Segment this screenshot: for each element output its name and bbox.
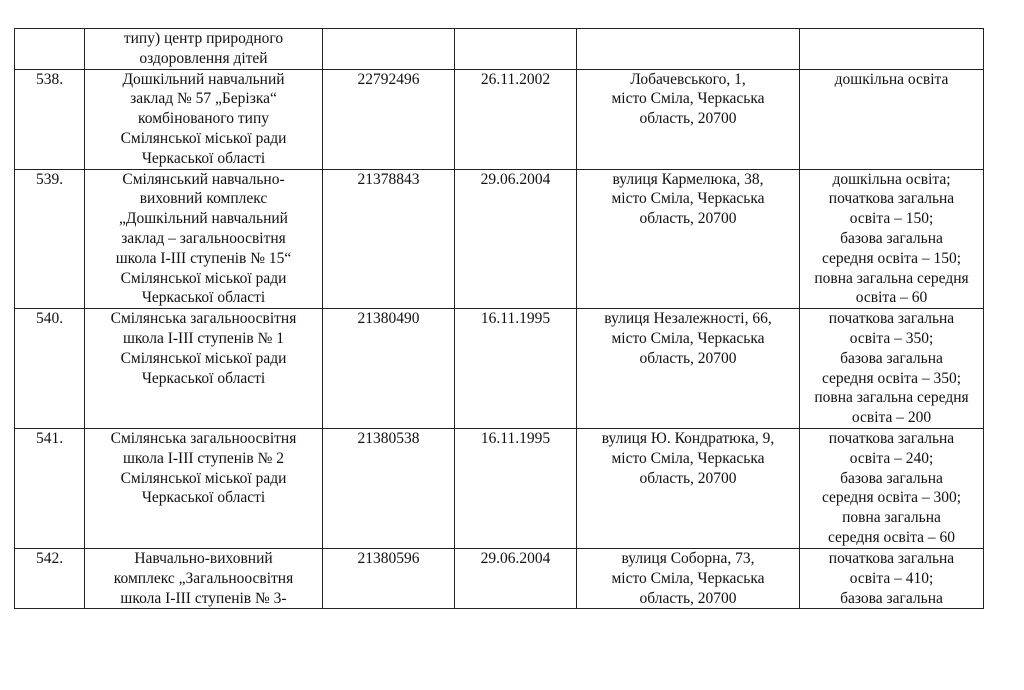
cell-code: 21380596 <box>323 548 455 608</box>
cell-activity: початкова загальна освіта – 240; базова загальна середня освіта – 300; повна загальна середня освіта – 60 <box>800 428 984 548</box>
cell-code: 21378843 <box>323 169 455 309</box>
cell-activity <box>800 29 984 70</box>
cell-address: вулиця Соборна, 73, місто Сміла, Черкаська область, 20700 <box>577 548 800 608</box>
cell-date <box>455 29 577 70</box>
cell-activity: дошкільна освіта <box>800 69 984 169</box>
table-row <box>15 169 984 309</box>
cell-code: 21380538 <box>323 428 455 548</box>
cell-address: Лобачевського, 1, місто Сміла, Черкаська область, 20700 <box>577 69 800 169</box>
cell-code <box>323 29 455 70</box>
table-row <box>15 548 984 608</box>
table-row <box>15 309 984 429</box>
cell-name: Смілянська загальноосвітня школа I-III ступенів № 2 Смілянської міської ради Черкаської області <box>85 428 323 548</box>
cell-name: Смілянський навчально- виховний комплекс „Дошкільний навчальний заклад – загальноосвітня школа I-III ступенів № 15“ Смілянської міської ради Черкаської області <box>85 169 323 309</box>
cell-address: вулиця Незалежності, 66, місто Сміла, Черкаська область, 20700 <box>577 309 800 429</box>
cell-num: 539. <box>15 169 85 309</box>
cell-date: 16.11.1995 <box>455 309 577 429</box>
cell-num: 541. <box>15 428 85 548</box>
cell-num <box>15 29 85 70</box>
cell-name: Навчально-виховний комплекс „Загальноосвітня школа I-III ступенів № 3- <box>85 548 323 608</box>
cell-activity: дошкільна освіта; початкова загальна освіта – 150; базова загальна середня освіта – 150; повна загальна середня освіта – 60 <box>800 169 984 309</box>
cell-activity: початкова загальна освіта – 410; базова загальна <box>800 548 984 608</box>
cell-num: 540. <box>15 309 85 429</box>
cell-num: 542. <box>15 548 85 608</box>
cell-name: Дошкільний навчальний заклад № 57 „Берізка“ комбінованого типу Смілянської міської ради Черкаської області <box>85 69 323 169</box>
cell-num: 538. <box>15 69 85 169</box>
cell-code: 21380490 <box>323 309 455 429</box>
cell-name: Смілянська загальноосвітня школа I-III ступенів № 1 Смілянської міської ради Черкаської області <box>85 309 323 429</box>
cell-address <box>577 29 800 70</box>
cell-date: 26.11.2002 <box>455 69 577 169</box>
cell-address: вулиця Кармелюка, 38, місто Сміла, Черкаська область, 20700 <box>577 169 800 309</box>
cell-name: типу) центр природного оздоровлення дітей <box>85 29 323 70</box>
table-row <box>15 428 984 548</box>
cell-address: вулиця Ю. Кондратюка, 9, місто Сміла, Черкаська область, 20700 <box>577 428 800 548</box>
table-row <box>15 29 984 70</box>
cell-activity: початкова загальна освіта – 350; базова загальна середня освіта – 350; повна загальна середня освіта – 200 <box>800 309 984 429</box>
table-row <box>15 69 984 169</box>
cell-date: 16.11.1995 <box>455 428 577 548</box>
institutions-table <box>14 28 984 609</box>
cell-code: 22792496 <box>323 69 455 169</box>
cell-date: 29.06.2004 <box>455 169 577 309</box>
cell-date: 29.06.2004 <box>455 548 577 608</box>
